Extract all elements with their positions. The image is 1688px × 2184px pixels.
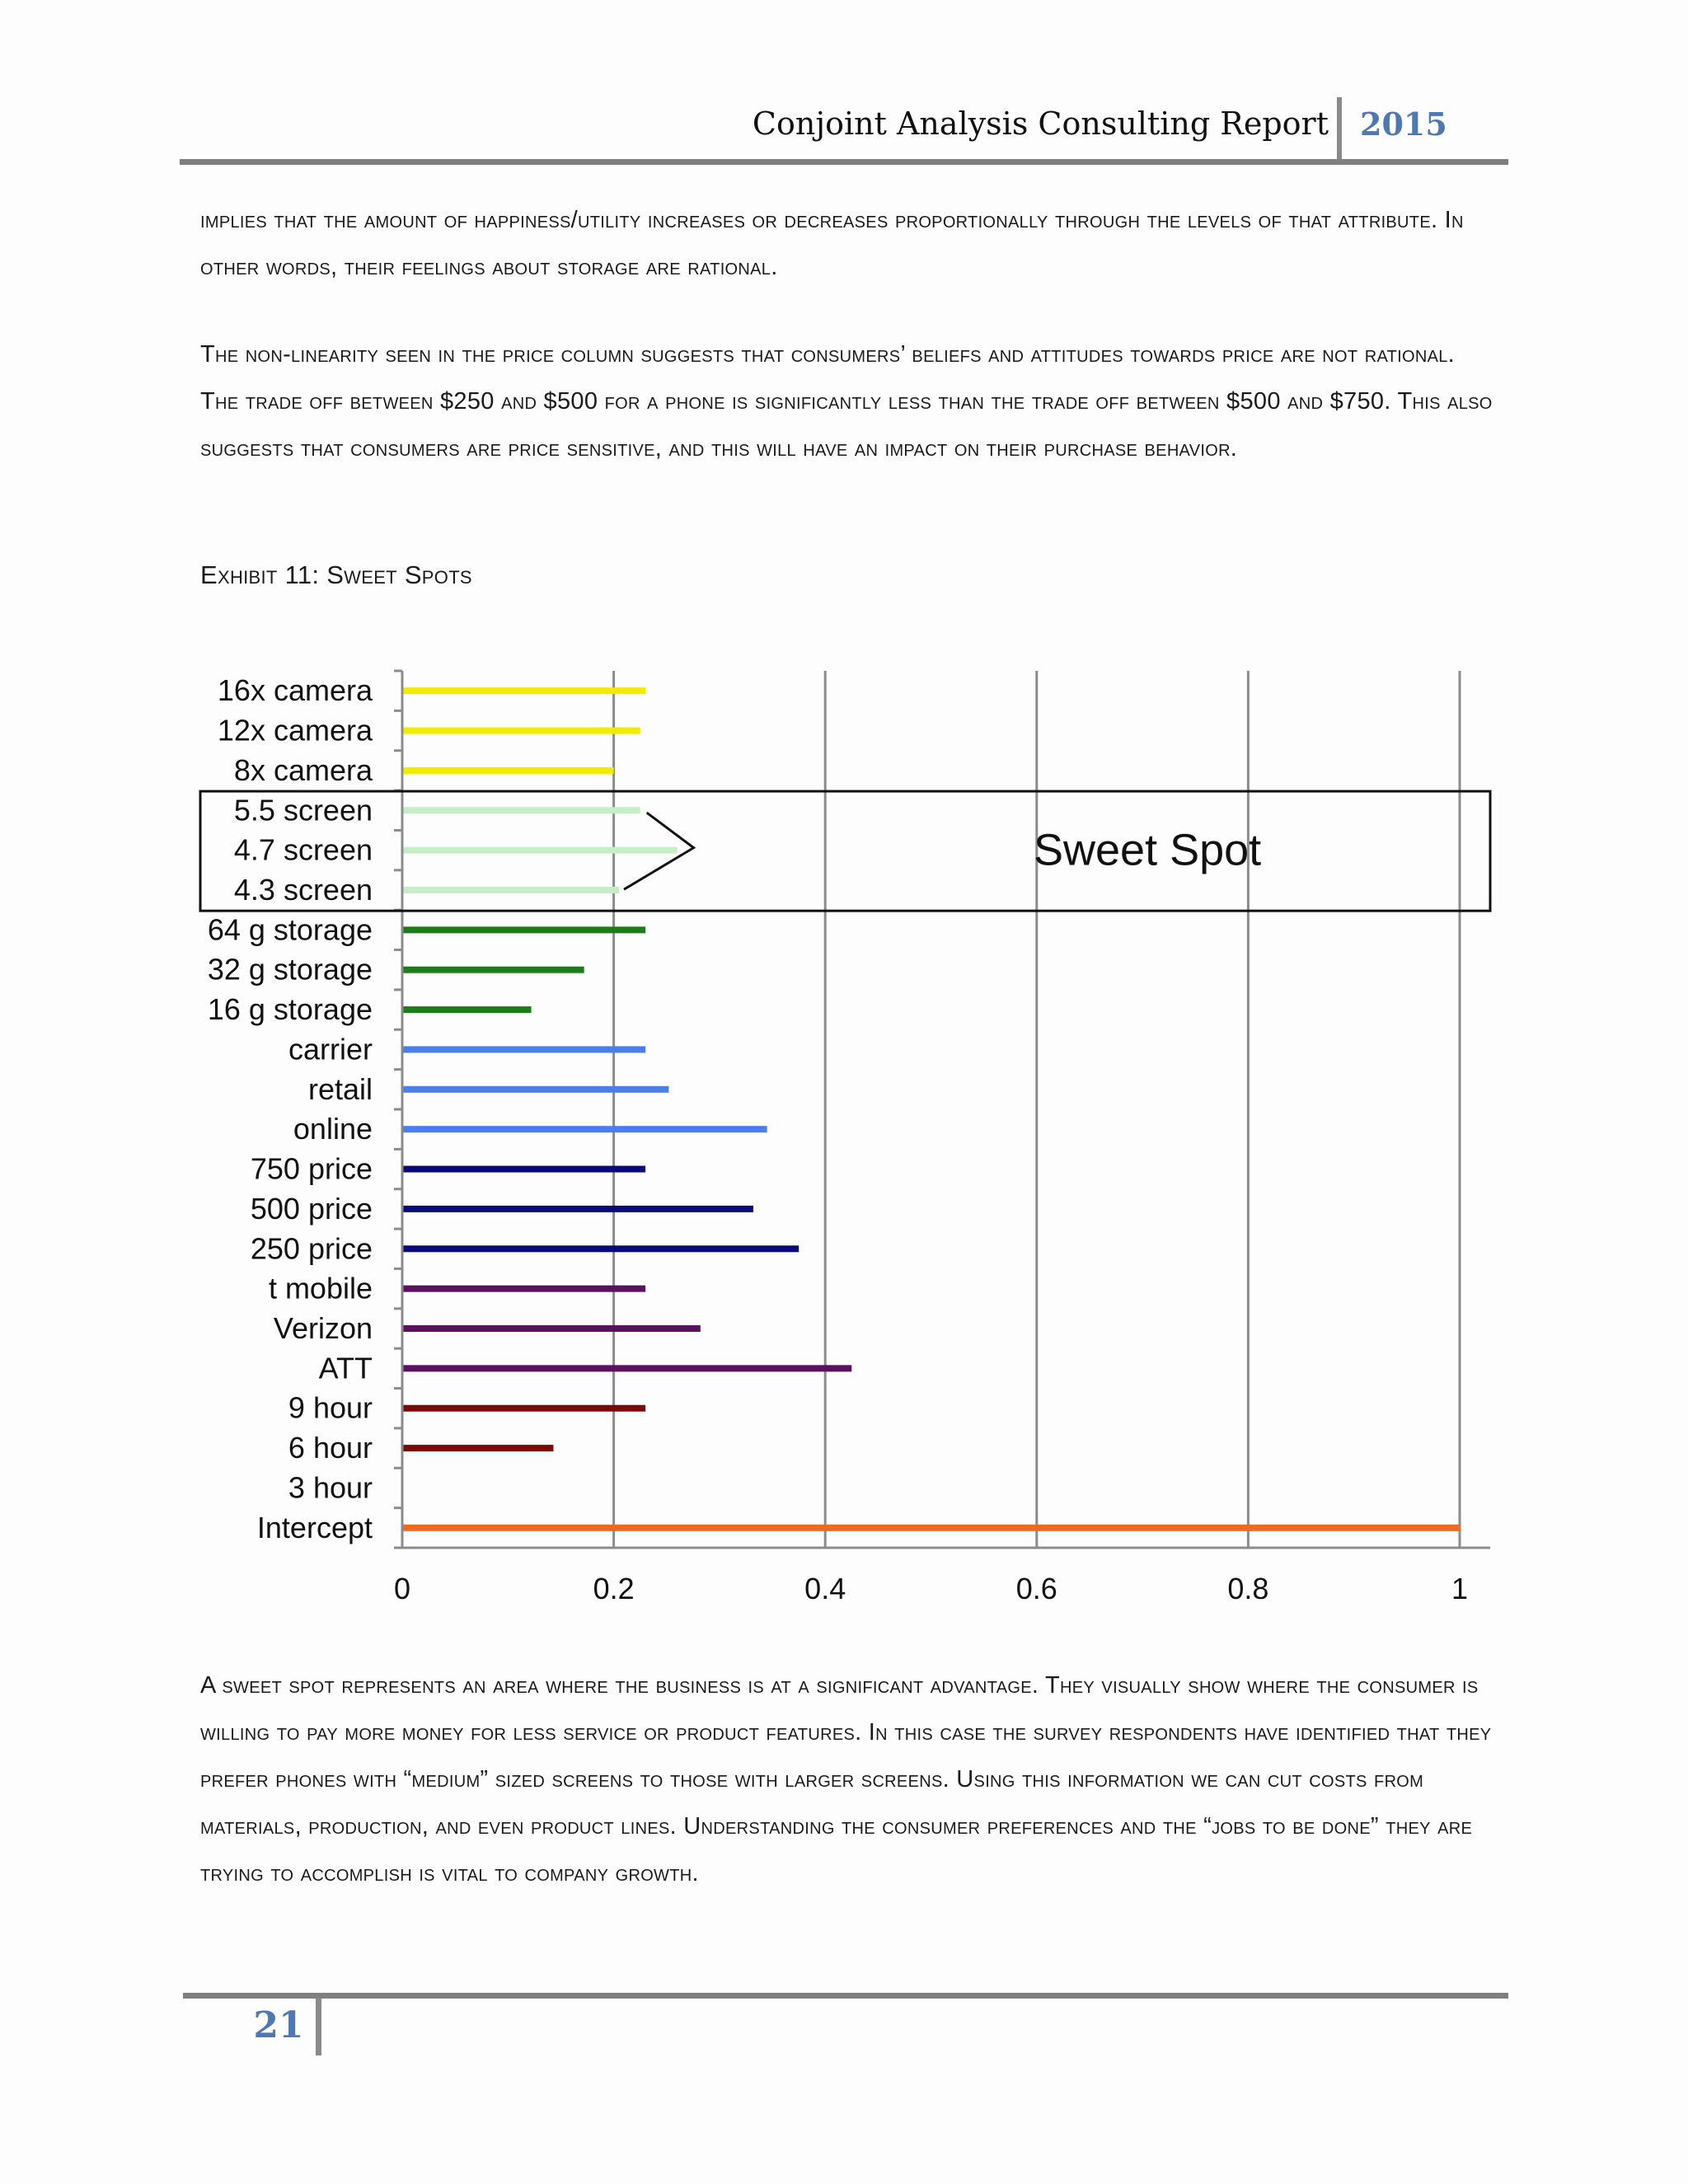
- paragraph-storage: implies that the amount of happiness/utility increases or decreases proportionally through the levels of that attribute. In other words, their feelings about storage are rational.: [200, 207, 1464, 280]
- category-label: 750 price: [250, 1151, 373, 1186]
- category-label: 500 price: [250, 1191, 373, 1226]
- x-tick-label: 0.8: [1227, 1572, 1269, 1605]
- paragraph-sweet-spot: A sweet spot represents an area where the business is at a significant advantage. They visually show where the consumer is willing to pay more money for less service or product features. In this case the survey respondents have identified that they prefer phones with “medium” sized screens to those with larger screens. Using this information we can cut costs from materials, production, and even product lines. Understanding the consumer preferences and the “jobs to be done” they are trying to accomplish is vital to company growth.: [200, 1672, 1492, 1886]
- bar-ATT: [402, 1365, 851, 1371]
- category-label: 12x camera: [217, 713, 373, 748]
- x-tick-label: 1: [1451, 1572, 1469, 1605]
- category-label: carrier: [288, 1032, 373, 1066]
- bar-9-hour: [402, 1405, 645, 1412]
- bar-64-g-storage: [402, 926, 645, 933]
- header-year: 2015: [1360, 105, 1447, 143]
- paragraph-price: The non-linearity seen in the price column suggests that consumers’ beliefs and attitudes towards price are not rational. The trade off between $250 and $500 for a phone is significantly less than the trade off between $500 and $750. This also suggests that consumers are price sensitive, and this will have an impact on their purchase behavior.: [200, 341, 1493, 462]
- category-label: Verizon: [273, 1311, 373, 1345]
- bar-500-price: [402, 1206, 753, 1212]
- category-label: 6 hour: [288, 1431, 373, 1465]
- chart-x-tick-labels: [394, 1572, 1468, 1605]
- bar-8x-camera: [402, 767, 614, 774]
- category-label: t mobile: [268, 1271, 373, 1305]
- chart-axes: [394, 671, 1490, 1548]
- bar-12x-camera: [402, 728, 640, 734]
- category-label: 5.5 screen: [233, 793, 373, 827]
- bar-750-price: [402, 1166, 645, 1173]
- category-label: retail: [307, 1071, 373, 1106]
- sweet-spot-label: Sweet Spot: [1034, 825, 1262, 875]
- category-label: ATT: [318, 1351, 373, 1385]
- bar-Verizon: [402, 1325, 701, 1332]
- bar-4.7-screen: [402, 847, 678, 854]
- category-label: 250 price: [250, 1231, 373, 1266]
- footer-rule: [183, 1993, 1508, 1999]
- category-label: 32 g storage: [207, 952, 373, 987]
- category-label: 16 g storage: [207, 992, 373, 1027]
- footer-separator: [316, 1998, 321, 2055]
- bar-4.3-screen: [402, 887, 619, 893]
- bar-6-hour: [402, 1445, 553, 1451]
- category-label: 3 hour: [288, 1470, 373, 1505]
- category-label: online: [293, 1112, 373, 1146]
- x-tick-label: 0: [393, 1572, 411, 1605]
- sweet-spot-annotation: [200, 791, 1490, 911]
- x-tick-label: 0.4: [804, 1572, 846, 1605]
- category-label: Intercept: [256, 1510, 373, 1544]
- bar-250-price: [402, 1245, 799, 1252]
- bar-retail: [402, 1086, 668, 1093]
- bar-32-g-storage: [402, 967, 584, 973]
- page-number: 21: [253, 2004, 304, 2046]
- category-label: 8x camera: [233, 752, 373, 787]
- sweet-spot-box: [200, 791, 1490, 911]
- category-label: 4.3 screen: [233, 873, 373, 907]
- bar-t-mobile: [402, 1286, 645, 1292]
- category-label: 4.7 screen: [233, 832, 373, 867]
- x-tick-label: 0.6: [1015, 1572, 1057, 1605]
- category-label: 9 hour: [288, 1390, 373, 1425]
- bar-carrier: [402, 1046, 645, 1052]
- category-label: 64 g storage: [207, 912, 373, 947]
- category-label: 16x camera: [217, 673, 373, 708]
- chart-gridlines: [614, 671, 1460, 1548]
- bar-online: [402, 1126, 767, 1132]
- header-title: Conjoint Analysis Consulting Report: [752, 105, 1329, 142]
- bar-16x-camera: [402, 687, 645, 694]
- bar-5.5-screen: [402, 807, 640, 813]
- chart-bars: [402, 687, 1460, 1531]
- bar-Intercept: [402, 1525, 1460, 1531]
- chart-category-labels: [208, 673, 373, 1544]
- x-tick-label: 0.2: [593, 1572, 635, 1605]
- exhibit-caption: Exhibit 11: Sweet Spots: [200, 560, 472, 589]
- bar-16-g-storage: [402, 1006, 532, 1013]
